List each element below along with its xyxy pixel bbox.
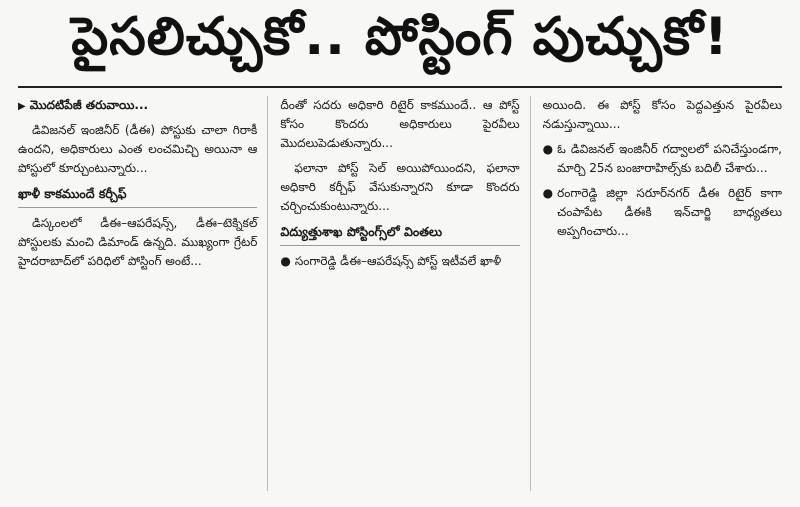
kicker-text: మొదటిపేజీ తరువాయి... — [29, 98, 149, 112]
bullet-item — [280, 252, 519, 277]
paragraph: డివిజనల్ ఇంజినీర్ (డీఈ) పోస్టుకు చాలా గిరాకీ ఉందని, అధికారులు ఎంత లంచమిచ్చి అయినా ఆ పోస్టులో కూర్చుంటున్నారు... — [18, 123, 258, 175]
subheading: ఖాళీ కాకముందే కర్చీఫ్ — [18, 186, 257, 208]
column-2 — [280, 96, 530, 491]
paragraph: ఫలానా పోస్ట్ సెల్ అయిపోయిందని, ఫలానా అధికారి కర్చీఫ్ వేసుకున్నారని కూడా కొందరు చర్చించుకుంటున్నారు... — [280, 161, 520, 213]
article-columns — [18, 96, 782, 491]
chevron-right-icon: ▶ — [18, 101, 26, 112]
bullet-item — [543, 140, 782, 184]
bullet-item — [543, 184, 782, 247]
bullet-text: రంగారెడ్డి జిల్లా సరూర్‌నగర్ డీఈ రిటైర్ కాగా చంపాపేట డీఈకి ఇన్‌చార్జి బాధ్యతలు అప్పగించారు... — [557, 186, 782, 238]
headline: పైసలిచ్చుకో.. పోస్టింగ్ పుచ్చుకో! — [18, 0, 782, 88]
bullet-icon: ● — [280, 254, 291, 268]
paragraph: అయింది. ఈ పోస్ట్ కోసం పెద్దఎత్తున పైరవీలు నడుస్తున్నాయి... — [542, 98, 782, 131]
continuation-kicker — [18, 98, 257, 115]
column-3 — [543, 96, 782, 491]
subheading: విద్యుత్తుశాఖ పోస్టింగ్స్‌లో వింతలు — [280, 224, 519, 246]
paragraph: డిస్కంలలో డీఈ–ఆపరేషన్స్, డీఈ–టెక్నికల్ పోస్టులకు మంచి డిమాండ్ ఉన్నది. ముఖ్యంగా గ్రేటర్ హైదరాబాద్‌లో పరిధిలో పోస్టింగ్ అంటే... — [18, 216, 258, 268]
column-1 — [18, 96, 268, 491]
bullet-icon: ● — [542, 142, 554, 156]
bullet-icon: ● — [542, 186, 554, 200]
paragraph: దీంతో సదరు అధికారి రిటైర్ కాకముందే.. ఆ పోస్ట్ కోసం కొందరు అధికారులు పైరవీలు మొదలుపెడుతున్నారు... — [280, 98, 520, 150]
bullet-text: ఓ డివిజనల్ ఇంజినీర్ గద్వాలలో పనిచేస్తుండగా, మార్చి 25న బంజారాహిల్స్‌కు బదిలీ చేశారు... — [557, 142, 782, 175]
bullet-text: సంగారెడ్డి డీఈ–ఆపరేషన్స్ పోస్ట్ ఇటీవలే ఖాళీ — [294, 254, 502, 268]
